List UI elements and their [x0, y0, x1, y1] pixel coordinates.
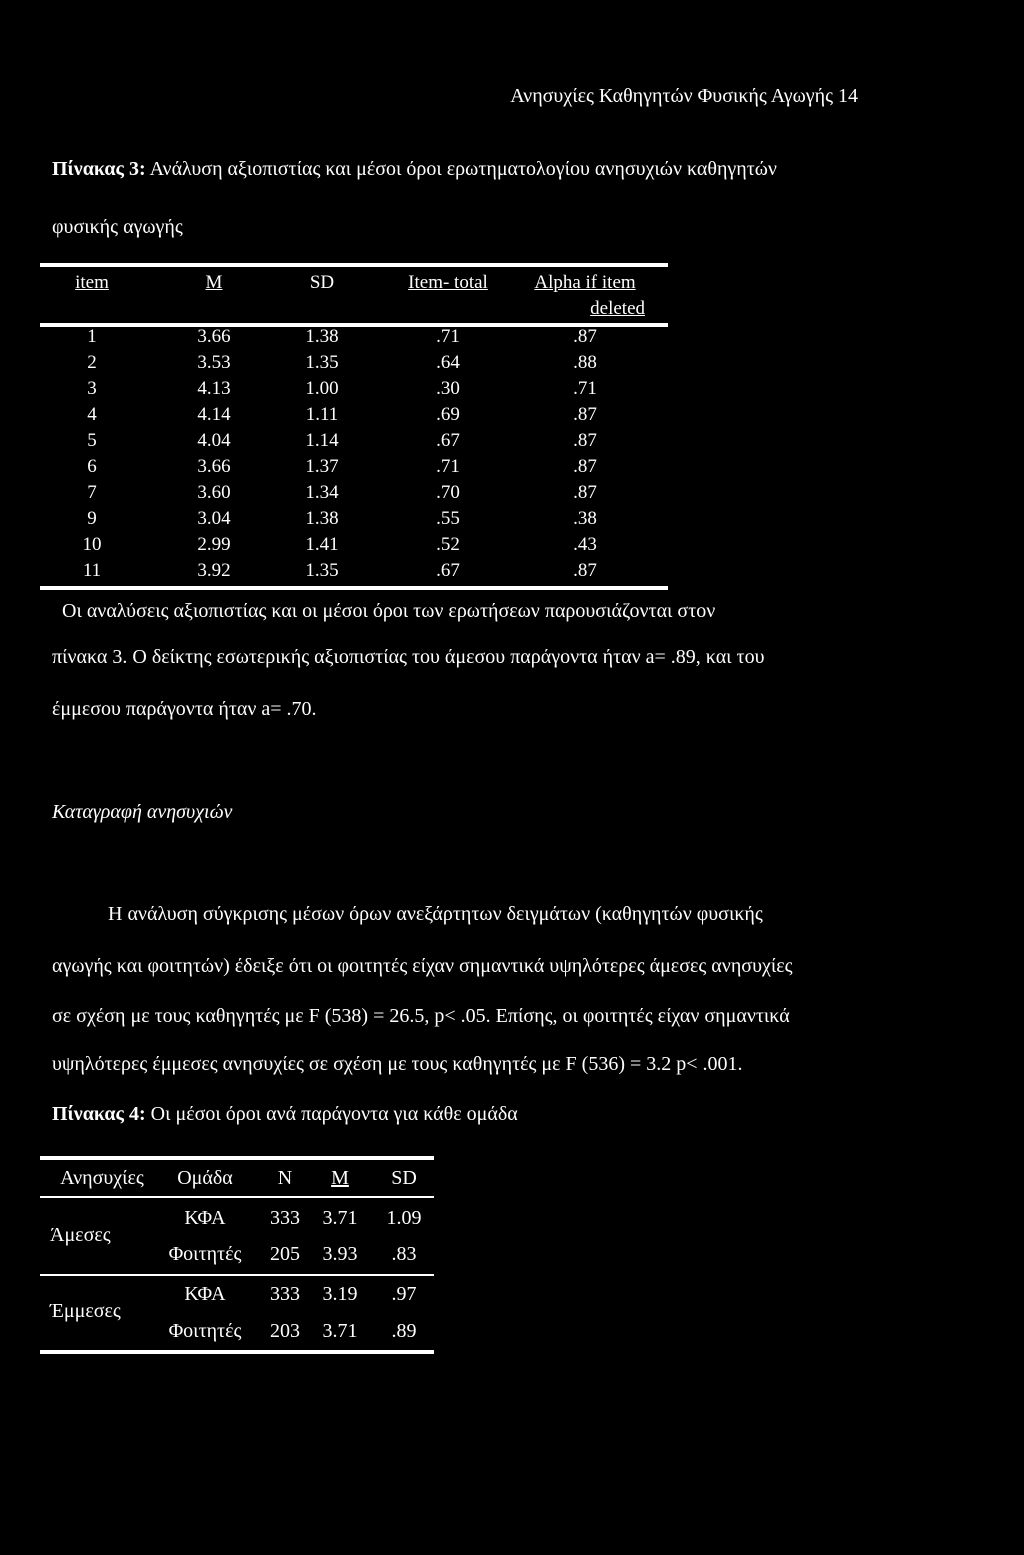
cell-group: ΚΦΑ — [184, 1283, 226, 1305]
paragraph1-line2: πίνακα 3. Ο δείκτης εσωτερικής αξιοπιστίας του άμεσου παράγοντα ήταν a= .89, και του — [52, 646, 765, 668]
cell-m: 4.14 — [197, 404, 231, 425]
cell-m: 4.04 — [197, 430, 231, 451]
table-row — [0, 378, 1024, 404]
table4-block-label: Έμμεσες — [50, 1300, 121, 1322]
paragraph2-line3: σε σχέση με τους καθηγητές με F (538) = 26.5, p< .05. Επίσης, οι φοιτητές είχαν σημαντικά — [52, 1005, 790, 1027]
table-row — [0, 456, 1024, 482]
cell-sd: 1.38 — [305, 326, 339, 347]
table3-top-rule — [40, 263, 668, 267]
cell-alpha: .87 — [573, 404, 597, 425]
cell-group: Φοιτητές — [168, 1320, 242, 1342]
table3-header-item: item — [75, 272, 109, 293]
table-row — [0, 482, 1024, 508]
cell-sd: 1.14 — [305, 430, 339, 451]
paragraph1-line1: Οι αναλύσεις αξιοπιστίας και οι μέσοι όροι των ερωτήσεων παρουσιάζονται στον — [62, 600, 716, 622]
table-row — [0, 404, 1024, 430]
cell-item: 11 — [82, 560, 102, 581]
table3-bottom-rule — [40, 586, 668, 590]
cell-m: 3.93 — [322, 1243, 358, 1265]
paragraph2-line4: υψηλότερες έμμεσες ανησυχίες σε σχέση με τους καθηγητές με F (536) = 3.2 p< .001. — [52, 1053, 743, 1075]
table3-header-alpha-line2: deleted — [590, 298, 645, 319]
table3-caption — [52, 158, 777, 181]
cell-sd: 1.35 — [305, 352, 339, 373]
table4-header-rule — [40, 1196, 434, 1198]
cell-m: 3.92 — [197, 560, 231, 581]
cell-m: 3.66 — [197, 456, 231, 477]
cell-group: ΚΦΑ — [184, 1207, 226, 1229]
cell-sd: 1.11 — [305, 404, 339, 425]
cell-item: 10 — [82, 534, 102, 555]
cell-item-total: .64 — [436, 352, 460, 373]
cell-group: Φοιτητές — [168, 1243, 242, 1265]
cell-item: 9 — [87, 508, 97, 529]
cell-item: 6 — [87, 456, 97, 477]
cell-sd: 1.38 — [305, 508, 339, 529]
cell-m: 3.60 — [197, 482, 231, 503]
cell-alpha: .87 — [573, 560, 597, 581]
cell-item-total: .52 — [436, 534, 460, 555]
table4-caption-text: Οι μέσοι όροι ανά παράγοντα για κάθε ομάδα — [150, 1103, 518, 1125]
table3-header-row — [0, 272, 1024, 324]
table4-caption-label: Πίνακας 4: — [52, 1103, 146, 1125]
table-row — [0, 430, 1024, 456]
cell-sd: 1.09 — [386, 1207, 422, 1229]
cell-n: 333 — [270, 1207, 300, 1229]
cell-alpha: .87 — [573, 456, 597, 477]
cell-item: 1 — [87, 326, 97, 347]
cell-sd: 1.41 — [305, 534, 339, 555]
cell-m: 2.99 — [197, 534, 231, 555]
cell-item-total: .70 — [436, 482, 460, 503]
cell-item-total: .67 — [436, 430, 460, 451]
cell-sd: .83 — [391, 1243, 417, 1265]
cell-sd: .89 — [391, 1320, 417, 1342]
paragraph1-line3: έμμεσου παράγοντα ήταν a= .70. — [52, 698, 317, 720]
cell-alpha: .43 — [573, 534, 597, 555]
table4-bottom-rule — [40, 1350, 434, 1354]
cell-sd: .97 — [391, 1283, 417, 1305]
cell-sd: 1.34 — [305, 482, 339, 503]
cell-alpha: .88 — [573, 352, 597, 373]
cell-sd: 1.00 — [305, 378, 339, 399]
cell-item: 4 — [87, 404, 97, 425]
cell-alpha: .87 — [573, 430, 597, 451]
table4-block-rule — [40, 1274, 434, 1276]
cell-item-total: .71 — [436, 326, 460, 347]
cell-item-total: .69 — [436, 404, 460, 425]
cell-item-total: .55 — [436, 508, 460, 529]
table-row — [0, 326, 1024, 352]
table3-caption-label: Πίνακας 3: — [52, 158, 146, 180]
table-row — [0, 534, 1024, 560]
table4-header-sd: SD — [391, 1167, 417, 1189]
table3-caption-text: Ανάλυση αξιοπιστίας και μέσοι όροι ερωτηματολογίου ανησυχιών καθηγητών — [149, 158, 777, 180]
table-row — [0, 508, 1024, 534]
table-row — [0, 352, 1024, 378]
cell-n: 205 — [270, 1243, 300, 1265]
cell-sd: 1.35 — [305, 560, 339, 581]
table4-top-rule — [40, 1156, 434, 1160]
cell-alpha: .87 — [573, 482, 597, 503]
table3-header-item-total: Item- total — [408, 272, 488, 293]
table4-header-n: N — [277, 1167, 293, 1189]
cell-n: 333 — [270, 1283, 300, 1305]
section-heading: Καταγραφή ανησυχιών — [52, 801, 233, 823]
cell-m: 3.04 — [197, 508, 231, 529]
table4-header-m: M — [331, 1167, 349, 1189]
paragraph2-line2: αγωγής και φοιτητών) έδειξε ότι οι φοιτητές είχαν σημαντικά υψηλότερες άμεσες ανησυχίες — [52, 955, 793, 977]
table3-header-sd: SD — [309, 272, 335, 293]
cell-m: 3.53 — [197, 352, 231, 373]
cell-alpha: .71 — [573, 378, 597, 399]
running-header: Ανησυχίες Καθηγητών Φυσικής Αγωγής 14 — [510, 85, 858, 107]
cell-item: 3 — [87, 378, 97, 399]
cell-alpha: .87 — [573, 326, 597, 347]
paragraph2-line1: Η ανάλυση σύγκρισης μέσων όρων ανεξάρτητων δειγμάτων (καθηγητών φυσικής — [108, 903, 763, 925]
table3-header-alpha-line1: Alpha if item — [534, 272, 636, 293]
table3-header-m: M — [205, 272, 223, 293]
cell-sd: 1.37 — [305, 456, 339, 477]
cell-m: 3.71 — [322, 1320, 358, 1342]
table3-caption-line2: φυσικής αγωγής — [52, 216, 183, 238]
cell-m: 4.13 — [197, 378, 231, 399]
cell-item-total: .67 — [436, 560, 460, 581]
table4-header-group: Ομάδα — [177, 1167, 233, 1189]
table4-block-label: Άμεσες — [50, 1224, 111, 1246]
cell-alpha: .38 — [573, 508, 597, 529]
cell-item-total: .71 — [436, 456, 460, 477]
cell-item: 5 — [87, 430, 97, 451]
cell-m: 3.19 — [322, 1283, 358, 1305]
cell-n: 203 — [270, 1320, 300, 1342]
cell-item: 2 — [87, 352, 97, 373]
table-row — [0, 560, 1024, 586]
cell-m: 3.66 — [197, 326, 231, 347]
cell-m: 3.71 — [322, 1207, 358, 1229]
cell-item: 7 — [87, 482, 97, 503]
table4-header-concerns: Ανησυχίες — [60, 1167, 144, 1189]
table4-caption — [52, 1103, 518, 1126]
cell-item-total: .30 — [436, 378, 460, 399]
